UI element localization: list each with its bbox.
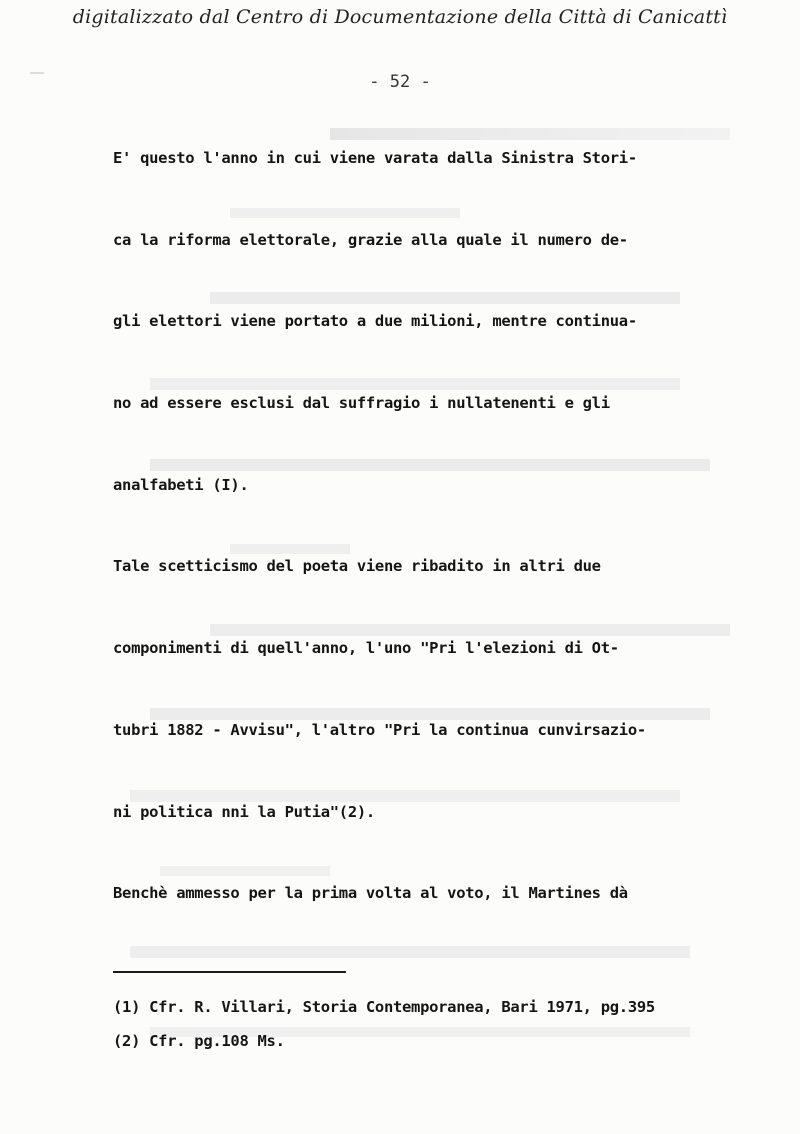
body-line: componimenti di quell'anno, l'uno "Pri l'elezioni di Ot- bbox=[113, 639, 619, 658]
body-line: no ad essere esclusi dal suffragio i nullatenenti e gli bbox=[113, 394, 610, 413]
digitization-watermark: digitalizzato dal Centro di Documentazione della Città di Canicattì bbox=[72, 6, 728, 28]
body-line: tubri 1882 - Avvisu", l'altro "Pri la continua cunvirsazio- bbox=[113, 720, 646, 739]
page-number: - 52 - bbox=[369, 72, 431, 92]
footnote-1: (1) Cfr. R. Villari, Storia Contemporanea, Bari 1971, pg.395 bbox=[113, 998, 655, 1016]
body-line: ni politica nni la Putia"(2). bbox=[113, 802, 375, 821]
footnote-divider bbox=[113, 971, 346, 973]
body-line: Tale scetticismo del poeta viene ribadito in altri due bbox=[113, 557, 601, 576]
body-line: analfabeti (I). bbox=[113, 475, 249, 494]
body-line: ca la riforma elettorale, grazie alla quale il numero de- bbox=[113, 230, 628, 249]
body-line: E' questo l'anno in cui viene varata dalla Sinistra Stori- bbox=[113, 149, 637, 167]
body-line: gli elettori viene portato a due milioni, mentre continua- bbox=[113, 312, 637, 331]
body-text bbox=[113, 140, 773, 957]
body-line: Benchè ammesso per la prima volta al voto, il Martines dà bbox=[113, 884, 628, 903]
footnotes bbox=[113, 990, 783, 1058]
footnote-2: (2) Cfr. pg.108 Ms. bbox=[113, 1032, 285, 1050]
